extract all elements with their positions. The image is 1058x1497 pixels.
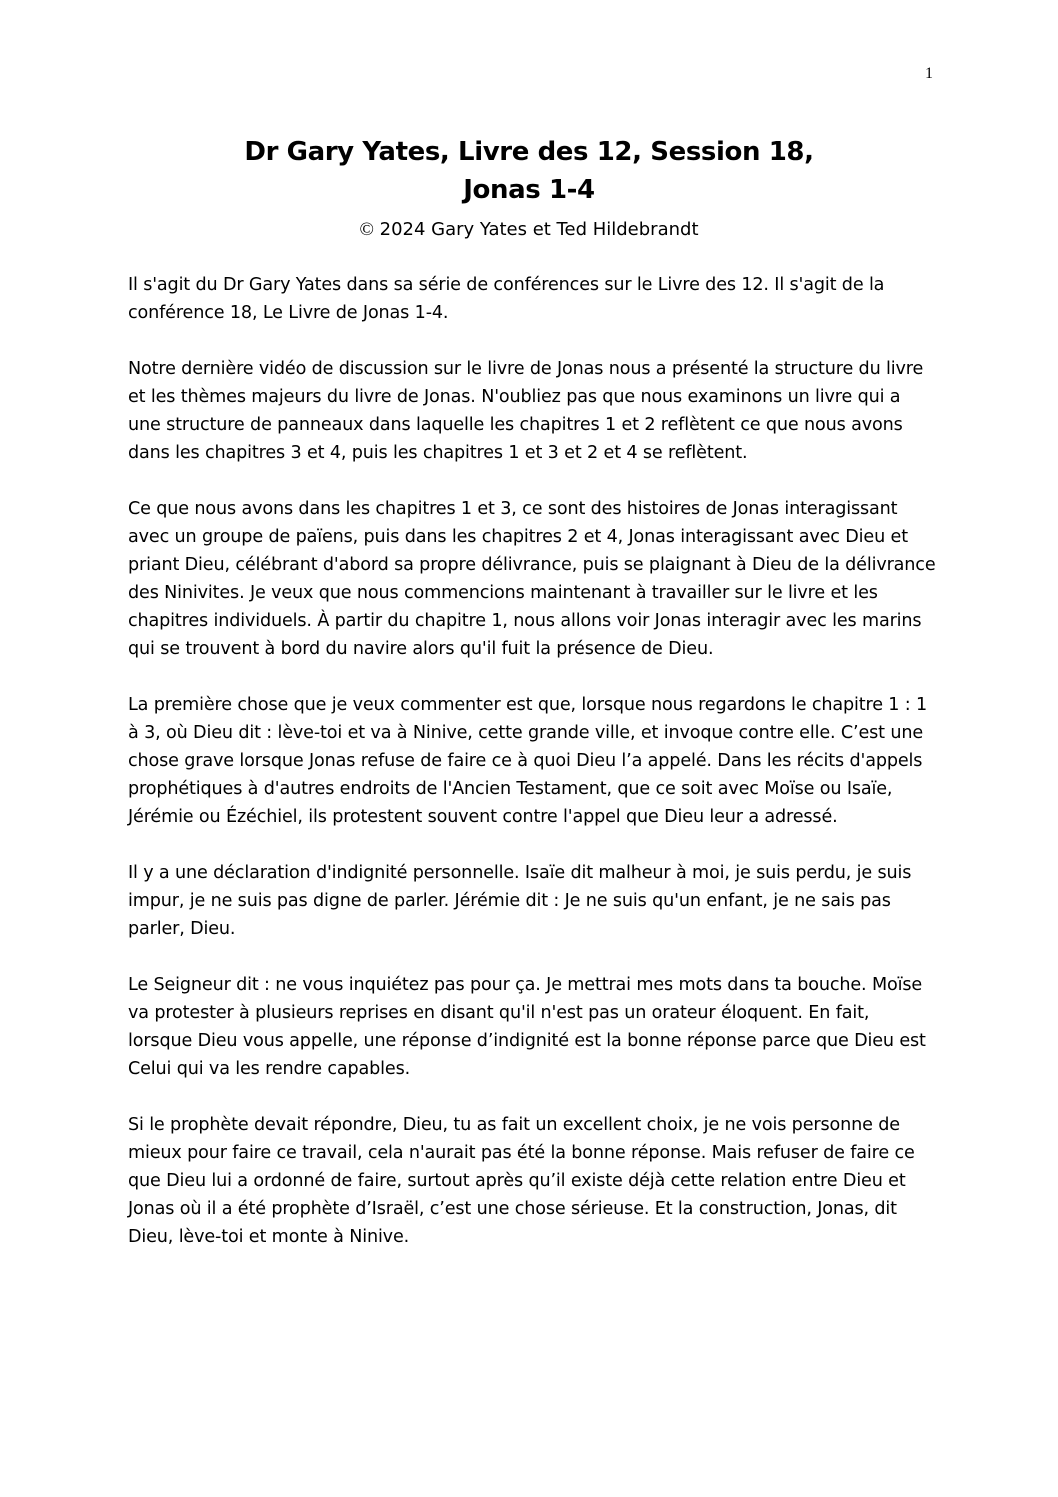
paragraph-7: Si le prophète devait répondre, Dieu, tu as fait un excellent choix, je ne vois personne de mieux pour faire ce travail, cela n'aurait pas été la bonne réponse. Mais refuser de faire ce que Dieu lui a ordonné de faire, surtout après qu’il existe déjà cette relation entre Dieu et Jonas où il a été prophète d’Israël, c’est une chose sérieuse. Et la construction, Jonas, dit Dieu, lève-toi et monte à Ninive.	[128, 1115, 915, 1247]
copyright-symbol: ©	[359, 219, 374, 240]
paragraph-2: Notre dernière vidéo de discussion sur le livre de Jonas nous a présenté la structure du livre et les thèmes majeurs du livre de Jonas. N'oubliez pas que nous examinons un livre qui a une structure de panneaux dans laquelle les chapitres 1 et 2 reflètent ce que nous avons dans les chapitres 3 et 4, puis les chapitres 1 et 3 et 2 et 4 se reflètent.	[128, 359, 924, 463]
copyright-text: 2024 Gary Yates et Ted Hildebrandt	[373, 219, 699, 240]
paragraph-5: Il y a une déclaration d'indignité personnelle. Isaïe dit malheur à moi, je suis perdu, je suis impur, je ne suis pas digne de parler. Jérémie dit : Je ne suis qu'un enfant, je ne sais pas parler, Dieu.	[128, 863, 912, 939]
paragraph-1: Il s'agit du Dr Gary Yates dans sa série de conférences sur le Livre des 12. Il s'agit de la conférence 18, Le Livre de Jonas 1-4.	[128, 275, 885, 323]
paragraph-3: Ce que nous avons dans les chapitres 1 et 3, ce sont des histoires de Jonas interagissant avec un groupe de païens, puis dans les chapitres 2 et 4, Jonas interagissant avec Dieu et priant Dieu, célébrant d'abord sa propre délivrance, puis se plaignant à Dieu de la délivrance des Ninivites. Je veux que nous commencions maintenant à travailler sur le livre et les chapitres individuels. À partir du chapitre 1, nous allons voir Jonas interagir avec les marins qui se trouvent à bord du navire alors qu'il fuit la présence de Dieu.	[128, 499, 936, 659]
paragraph-4: La première chose que je veux commenter est que, lorsque nous regardons le chapitre 1 : 1 à 3, où Dieu dit : lève-toi et va à Ninive, cette grande ville, et invoque contre elle. C’est une chose grave lorsque Jonas refuse de faire ce à quoi Dieu l’a appelé. Dans les récits d'appels prophétiques à d'autres endroits de l'Ancien Testament, que ce soit avec Moïse ou Isaïe, Jérémie ou Ézéchiel, ils protestent souvent contre l'appel que Dieu leur a adressé.	[128, 695, 928, 827]
paragraph-6: Le Seigneur dit : ne vous inquiétez pas pour ça. Je mettrai mes mots dans ta bouche. Moïse va protester à plusieurs reprises en disant qu'il n'est pas un orateur éloquent. En fait, lorsque Dieu vous appelle, une réponse d’indignité est la bonne réponse parce que Dieu est Celui qui va les rendre capables.	[128, 975, 926, 1079]
document-title	[0, 133, 1058, 209]
title-line-2: Jonas 1-4	[463, 175, 595, 205]
title-line-1: Dr Gary Yates, Livre des 12, Session 18,	[244, 137, 814, 167]
document-body	[128, 271, 936, 1279]
copyright-notice	[0, 217, 1058, 243]
page-number: 1	[925, 65, 933, 82]
